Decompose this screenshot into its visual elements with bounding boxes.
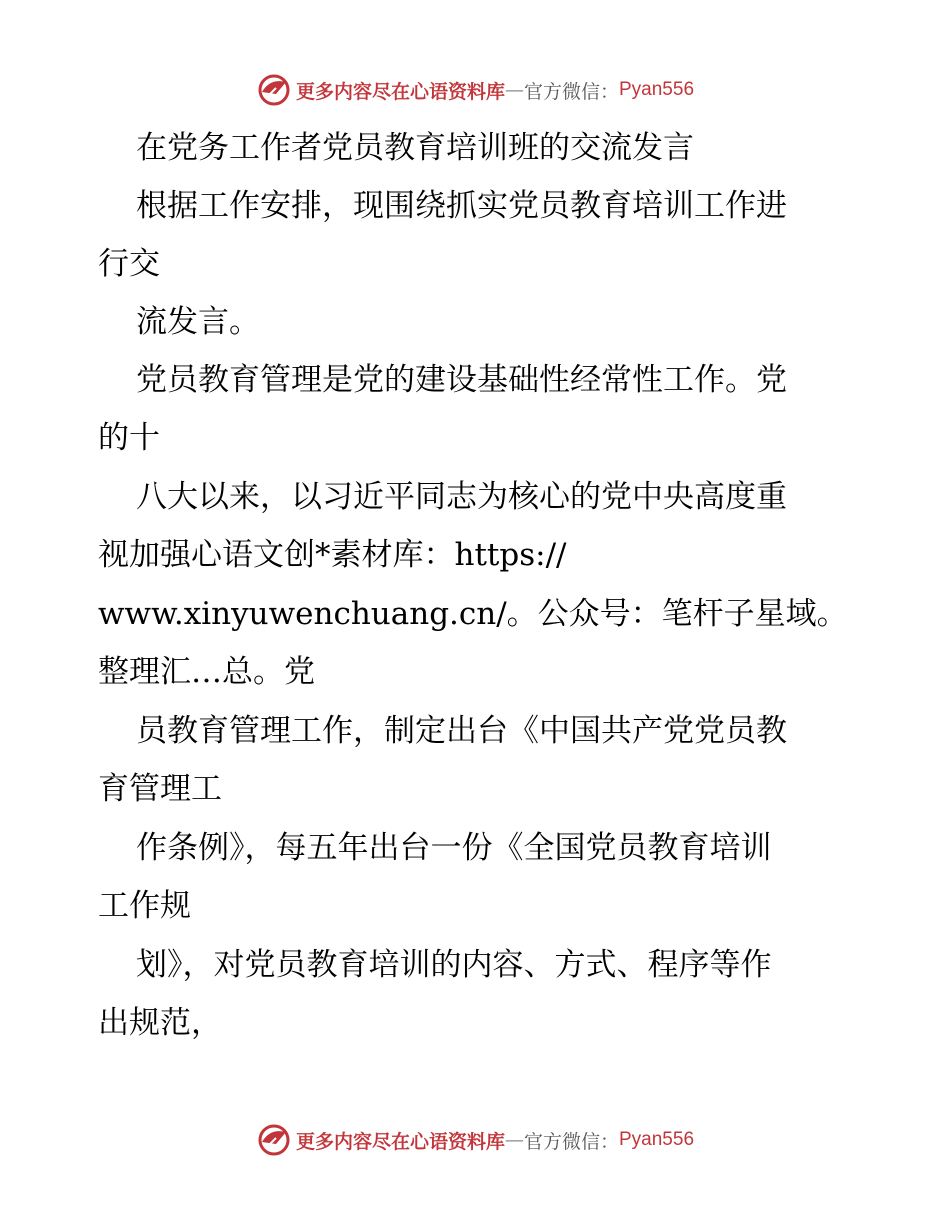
banner-dash: — xyxy=(504,79,524,101)
banner-dash: — xyxy=(504,1129,524,1151)
paragraph-line: 流发言。 xyxy=(136,304,260,340)
banner-wechat-label: 官方微信： xyxy=(523,80,619,103)
footer-banner xyxy=(0,1120,950,1160)
banner-main-text: 更多内容尽在心语资料库 xyxy=(295,1130,505,1153)
paragraph-line: 八大以来，以习近平同志为核心的党中央高度重 xyxy=(136,479,787,515)
paragraph-line: 划》，对党员教育培训的内容、方式、程序等作 xyxy=(136,947,772,983)
pen-nib-logo-icon xyxy=(256,1122,292,1158)
banner-main-text: 更多内容尽在心语资料库 xyxy=(295,80,505,103)
paragraph-line: 工作规 xyxy=(98,888,191,924)
banner-wechat-id: Pyan556 xyxy=(619,79,695,100)
paragraph-line: 作条例》，每五年出台一份《全国党员教育培训 xyxy=(136,830,772,866)
paragraph-line: 行交 xyxy=(98,246,160,282)
paragraph-line: 党员教育管理是党的建设基础性经常性工作。党 xyxy=(136,362,787,398)
banner-wechat-id: Pyan556 xyxy=(619,1129,695,1150)
paragraph-line: 的十 xyxy=(98,420,160,456)
paragraph-line: 员教育管理工作，制定出台《中国共产党党员教 xyxy=(136,713,787,749)
banner-wechat-label: 官方微信： xyxy=(523,1130,619,1153)
paragraph-line: 出规范， xyxy=(98,1005,222,1041)
paragraph-line: 整理汇…总。党 xyxy=(98,654,315,690)
document-title: 在党务工作者党员教育培训班的交流发言 xyxy=(136,130,694,166)
paragraph-line: 视加强心语文创*素材库：https:// xyxy=(98,537,567,573)
paragraph-line: www.xinyuwenchuang.cn/。公众号：笔杆子星域。 xyxy=(98,596,848,632)
paragraph-line: 根据工作安排，现围绕抓实党员教育培训工作进 xyxy=(136,188,787,224)
pen-nib-logo-icon xyxy=(256,72,292,108)
header-banner xyxy=(0,70,950,110)
paragraph-line: 育管理工 xyxy=(98,771,222,807)
